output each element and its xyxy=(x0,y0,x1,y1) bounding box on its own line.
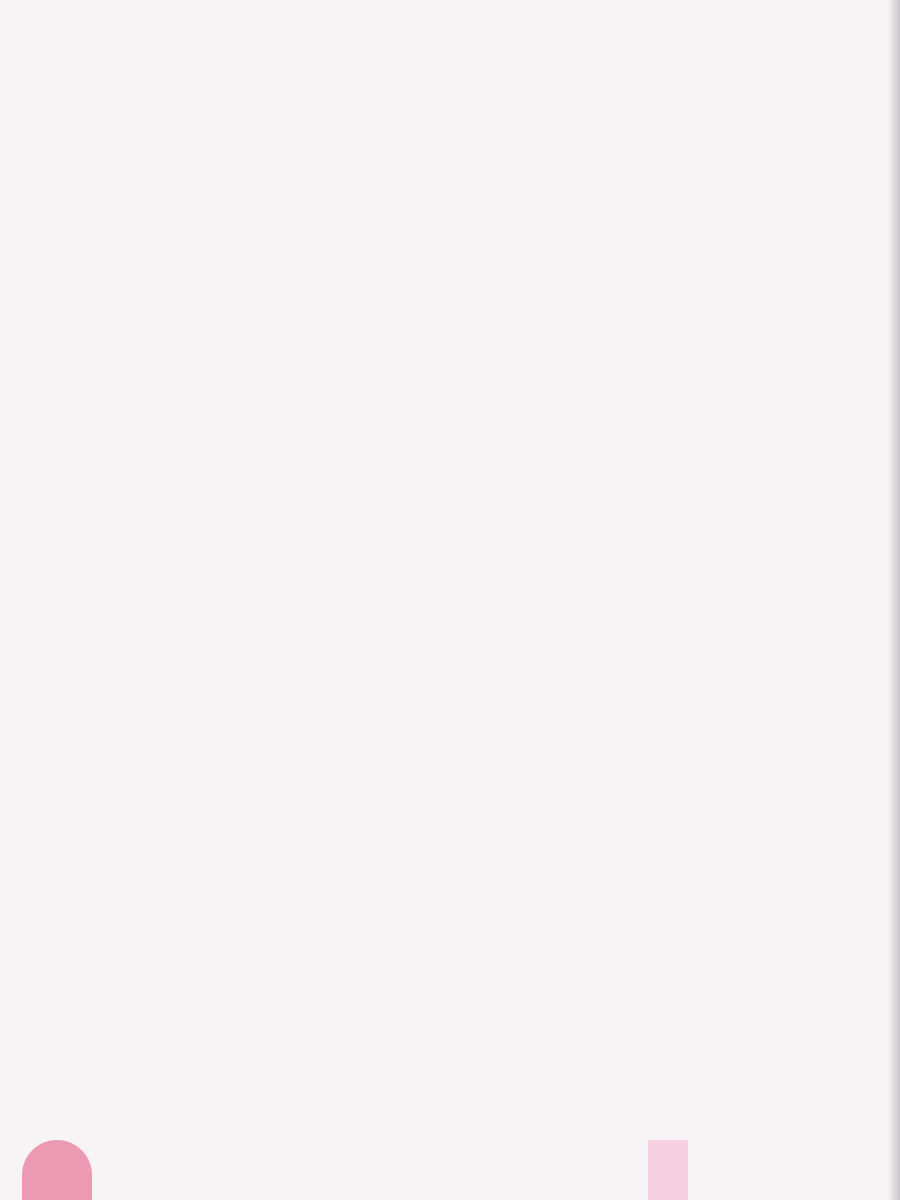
part-marker-bg xyxy=(648,1140,688,1200)
page-number-tab xyxy=(22,1140,92,1200)
subsection-title-line-2 xyxy=(28,1041,876,1072)
page-footer xyxy=(0,1140,900,1200)
subsection-title xyxy=(28,1010,900,1071)
subsection-title-line-1 xyxy=(28,1010,876,1041)
